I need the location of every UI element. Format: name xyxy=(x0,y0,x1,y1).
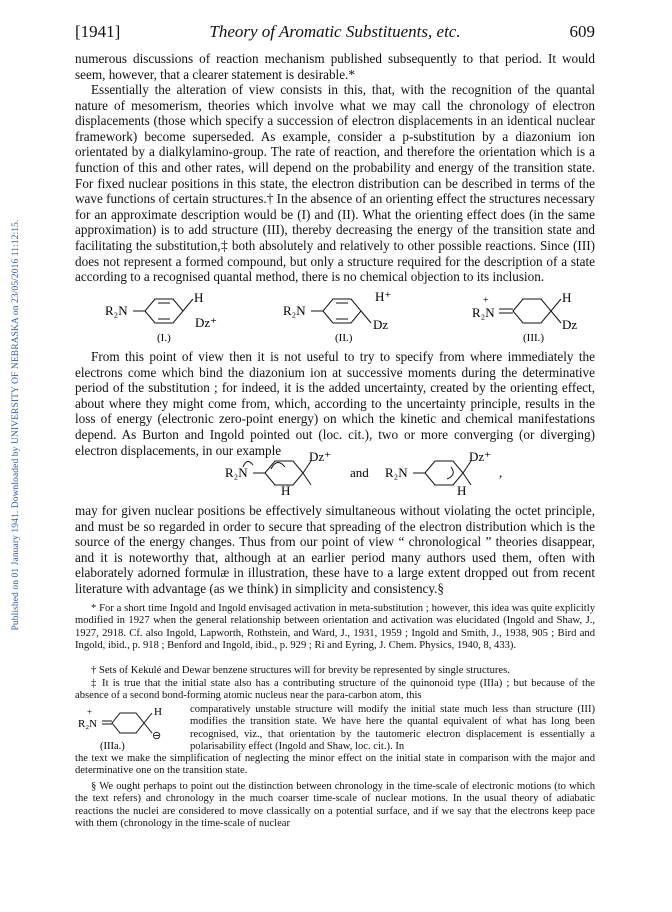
eq-left2: R₂N xyxy=(385,465,408,480)
s2-left: R₂N xyxy=(283,303,306,318)
footnote-4: § We ought perhaps to point out the distinction between chronology in the time-scale of electronic motions (to which the text refers) and chronology in the much coarser time-scale of nuclear motions. In the usual theory of adiabatic reactions the nuclei are considered to move classically on a potential surface, and if we say that the electrons keep pace with them (chronology in the time-scale of nuclear xyxy=(75,781,595,830)
s3-top: H xyxy=(562,290,572,305)
provenance-text: Published on 01 January 1941. Downloaded by UNIVERSITY OF NEBRASKA on 23/05/2016 11:12:15. xyxy=(11,219,21,631)
page-number: 609 xyxy=(569,22,595,41)
footnote-3c: the text we make the simplification of neglecting the minor effect on the initial state in comparison with the major and determinative one on the transition state. xyxy=(75,753,595,777)
structure-IIIa xyxy=(78,705,188,753)
eq-right2: Dz⁺ xyxy=(469,449,492,464)
eq-left1: R₂N xyxy=(225,465,248,480)
s1-label: (I.) xyxy=(157,332,171,344)
paragraph-1: numerous discussions of reaction mechanism published subsequently to that period. It would seem, however, that a clearer statement is desirable.* xyxy=(75,51,595,82)
s2-top: H⁺ xyxy=(375,289,392,304)
s3-left: R₂N xyxy=(472,305,495,320)
displacement-example xyxy=(225,447,525,497)
structure-III xyxy=(472,290,577,344)
s3-ring xyxy=(513,299,551,323)
eq-left-structure xyxy=(225,449,331,497)
s4-left: R₂N xyxy=(78,718,98,730)
eq-bottom2: H xyxy=(457,483,467,497)
header-title: Theory of Aromatic Substituents, etc. xyxy=(209,22,461,41)
footnote-2: † Sets of Kekulé and Dewar benzene structures will for brevity be represented by single structures. xyxy=(91,665,510,676)
paragraph-2: Essentially the alteration of view consists in this, that, with the recognition of the quantal nature of mesomerism, theories which involve what we may call the chronology of electron displacements (those which specify a succession of electron displacements in an identical nuclear framework) become superseded. As example, consider a p-substitution by a diazonium ion orientated by a dialkylamino-group. The rate of reaction, and therefore the orientation which is a function of this and other rates, will depend on the probability and energy of the transition state. For fixed nuclear positions in this state, the electron distribution can be described in terms of the wave functions of certain structures.† In the absence of an orienting effect the structures necessary for an approximate description would be (I) and (II). What the orienting effect does (in the same approximation) is to add structure (III), thereby decreasing the energy of the transition state and facilitating the substitution,‡ both absolutely and relatively to other possible reactions. Since (III) does not represent a formed compound, but only a structure required for the description of a state according to a recognised quantal method, there is no chemical objection to its inclusion. xyxy=(75,82,595,285)
eq-right-structure xyxy=(385,449,502,497)
header-year: [1941] xyxy=(75,22,121,41)
s1-left: R₂N xyxy=(105,303,128,318)
provenance-sidebar xyxy=(6,120,20,740)
eq-bottom1: H xyxy=(281,483,291,497)
s4-top: H xyxy=(154,706,162,718)
eq-conj: and xyxy=(350,465,369,480)
s4-minus: ⊖ xyxy=(152,730,162,742)
paragraph-4: may for given nuclear positions be effectively simultaneous without violating the octet principle, and must be so regarded in order to secure that spreading of the electron distribution which is the source of the energy changes. Thus from our point of view “ chronological ” theories disappear, and it is noteworthy that, although at an earlier period many authors used them, often with elaborately adorned formulæ in illustration, these have to a large extent dropped out from recent literature with advantage (as we think) in simplicity and consistency.§ xyxy=(75,503,595,596)
footnote-3b: comparatively unstable structure will modify the initial state much less than structure (III) modifies the transition state. We have here the quantal equivalent of what has long been recognised, viz., that orientation by the tautomeric electron displacement is essentially a polarisability effect (Ingold and Shaw, loc. cit.). In xyxy=(190,704,595,753)
s1-right: Dz⁺ xyxy=(195,315,218,330)
eq-comma: , xyxy=(499,465,503,480)
s2-right: Dz xyxy=(373,317,389,332)
s3-label: (III.) xyxy=(523,332,545,344)
s4-charge: + xyxy=(87,707,93,717)
s4-label: (IIIa.) xyxy=(100,741,125,752)
paragraph-3: From this point of view then it is not useful to try to specify from where immediately the electrons come which bind the diazonium ion at successive moments during the determinative period of the substitution ; for indeed, it is the added uncertainty, created by the orienting effect, about where they might come from, which, according to the uncertainty principle, results in the loss of energy (electronic zero-point energy) on which the kinetic and chemical manifestations depend. As Burton and Ingold pointed out (loc. cit.), two or more converging (or diverging) electron displacements, in our example xyxy=(75,349,595,458)
s3-right: Dz xyxy=(562,317,578,332)
running-header xyxy=(75,22,595,44)
structure-I xyxy=(105,290,217,344)
s3-charge: + xyxy=(483,295,489,306)
structure-II xyxy=(283,289,391,344)
structures-row xyxy=(95,289,595,347)
s1-top: H xyxy=(194,290,204,305)
eq-right1: Dz⁺ xyxy=(309,449,332,464)
footnote-1: * For a short time Ingold and Ingold envisaged activation in meta-substitution ; however, this idea was quite explicitly modified in 1927 when the general relationship between orientation and activation was elucidated (Ingold and Shaw, J., 1927, 2918. Cf. also Ingold, Lapworth, Rothstein, and Ward, J., 1931, 1959 ; Ingold and Smith, J., 1938, 905 ; Bird and Ingold, ibid., p. 918 ; Benford and Ingold, ibid., p. 929 ; Ri and Eyring, J. Chem. Physics, 1940, 8, 433). xyxy=(75,603,595,652)
footnote-3a: ‡ It is true that the initial state also has a contributing structure of the quinonoid type (IIIa) ; but because of the absence of a second bond-forming atomic nucleus near the para-carbon atom, this xyxy=(75,678,595,702)
s2-label: (II.) xyxy=(335,332,353,344)
